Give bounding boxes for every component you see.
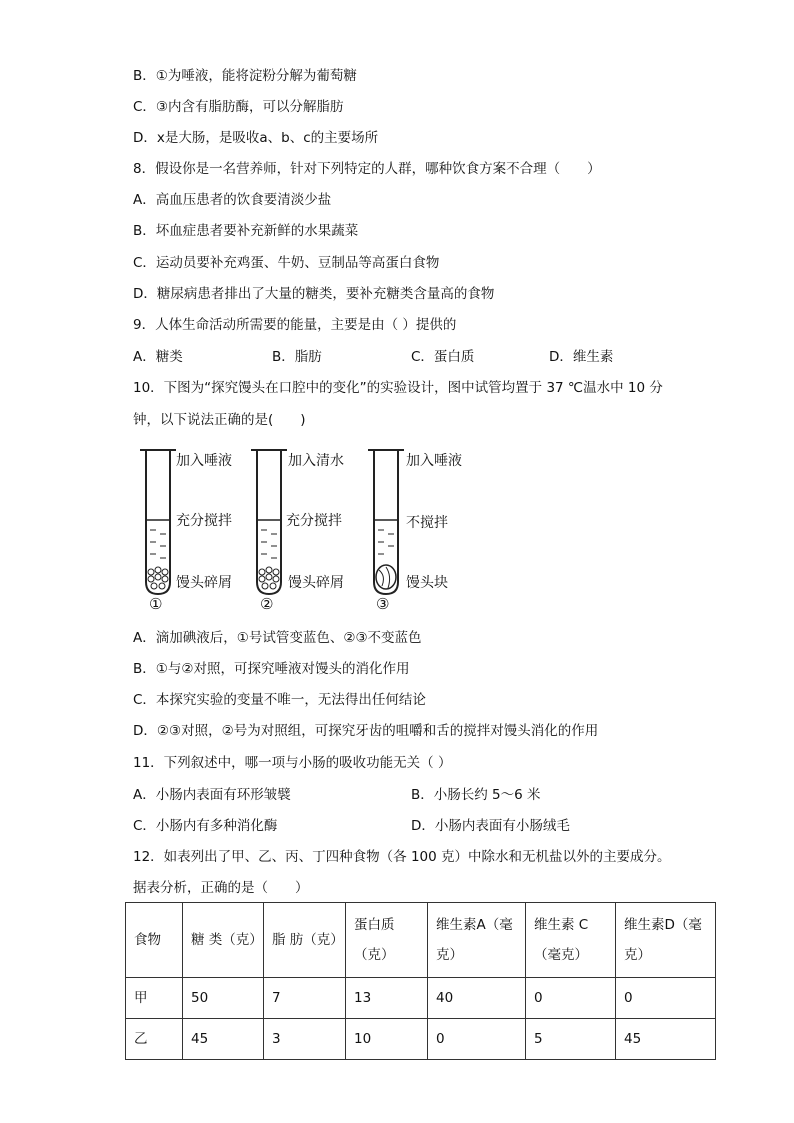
table-cell: 40	[428, 978, 526, 1019]
table-cell: 0	[428, 1019, 526, 1060]
q8-option-c: C．运动员要补充鸡蛋、牛奶、豆制品等高蛋白食物	[133, 255, 440, 271]
food-nutrition-table	[125, 902, 716, 1060]
table-cell: 甲	[126, 978, 183, 1019]
test-tube-1-icon	[138, 446, 178, 598]
q9-option-c: C．蛋白质	[411, 349, 475, 365]
tube-1-label-bottom: 馒头碎屑	[176, 575, 232, 591]
q12-stem-line1: 12．如表列出了甲、乙、丙、丁四种食物（各 100 克）中除水和无机盐以外的主要成分。	[133, 849, 671, 865]
q8-option-d: D．糖尿病患者排出了大量的糖类，要补充糖类含量高的食物	[133, 286, 495, 302]
q11-option-c: C．小肠内有多种消化酶	[133, 818, 278, 834]
table-cell: 7	[264, 978, 346, 1019]
tube-2-number: ②	[260, 595, 274, 613]
table-header-cell: 食物	[126, 903, 183, 978]
table-cell: 0	[616, 978, 716, 1019]
q11-option-d: D．小肠内表面有小肠绒毛	[411, 818, 570, 834]
test-tube-3-icon	[366, 446, 406, 598]
q9-stem: 9．人体生命活动所需要的能量，主要是由（ ）提供的	[133, 317, 457, 333]
q7-option-c: C．③内含有脂肪酶，可以分解脂肪	[133, 99, 344, 115]
q7-option-d: D．x是大肠，是吸收a、b、c的主要场所	[133, 130, 379, 146]
test-tube-2-icon	[249, 446, 289, 598]
q10-stem-line2: 钟，以下说法正确的是( )	[133, 412, 306, 428]
table-header-cell: 维生素D（毫克）	[616, 903, 716, 978]
tube-2-label-top: 加入清水	[288, 453, 344, 469]
table-cell: 3	[264, 1019, 346, 1060]
tube-3-label-bottom: 馒头块	[406, 575, 448, 591]
q9-option-b: B．脂肪	[272, 349, 322, 365]
q9-option-a: A．糖类	[133, 349, 183, 365]
table-cell: 50	[183, 978, 264, 1019]
table-header-cell: 糖 类（克）	[183, 903, 264, 978]
tube-1-number: ①	[149, 595, 163, 613]
tube-2-label-mid: 充分搅拌	[286, 513, 342, 529]
table-header-row	[126, 903, 716, 978]
table-cell: 0	[526, 978, 616, 1019]
table-cell: 5	[526, 1019, 616, 1060]
table-header-cell: 蛋白质（克）	[346, 903, 428, 978]
q7-option-b: B．①为唾液，能将淀粉分解为葡萄糖	[133, 68, 357, 84]
table-header-cell: 维生素 C（毫克）	[526, 903, 616, 978]
tube-3-label-mid: 不搅拌	[406, 515, 448, 531]
q12-stem-line2: 据表分析，正确的是（ ）	[133, 880, 309, 896]
q10-option-b: B．①与②对照，可探究唾液对馒头的消化作用	[133, 661, 410, 677]
tube-3-number: ③	[376, 595, 390, 613]
q10-option-d: D．②③对照，②号为对照组，可探究牙齿的咀嚼和舌的搅拌对馒头消化的作用	[133, 723, 599, 739]
q8-option-a: A．高血压患者的饮食要清淡少盐	[133, 192, 332, 208]
q8-option-b: B．坏血症患者要补充新鲜的水果蔬菜	[133, 223, 359, 239]
table-cell: 乙	[126, 1019, 183, 1060]
table-cell: 45	[616, 1019, 716, 1060]
tube-1-label-mid: 充分搅拌	[176, 513, 232, 529]
tube-2-label-bottom: 馒头碎屑	[288, 575, 344, 591]
q8-stem: 8．假设你是一名营养师，针对下列特定的人群，哪种饮食方案不合理（ ）	[133, 161, 601, 177]
q10-option-c: C．本探究实验的变量不唯一，无法得出任何结论	[133, 692, 426, 708]
q9-option-d: D．维生素	[549, 349, 614, 365]
q11-option-b: B．小肠长约 5～6 米	[411, 787, 541, 803]
q10-stem-line1: 10．下图为“探究馒头在口腔中的变化”的实验设计，图中试管均置于 37 ℃温水中 10 分	[133, 380, 663, 396]
tube-3-label-top: 加入唾液	[406, 453, 462, 469]
table-row	[126, 978, 716, 1019]
q11-stem: 11．下列叙述中，哪一项与小肠的吸收功能无关（ ）	[133, 755, 452, 771]
table-cell: 10	[346, 1019, 428, 1060]
table-cell: 13	[346, 978, 428, 1019]
table-header-cell: 脂 肪（克）	[264, 903, 346, 978]
q10-option-a: A．滴加碘液后，①号试管变蓝色、②③不变蓝色	[133, 630, 422, 646]
q11-option-a: A．小肠内表面有环形皱襞	[133, 787, 291, 803]
table-header-cell: 维生素A（毫克）	[428, 903, 526, 978]
tube-1-label-top: 加入唾液	[176, 453, 232, 469]
table-cell: 45	[183, 1019, 264, 1060]
table-row	[126, 1019, 716, 1060]
